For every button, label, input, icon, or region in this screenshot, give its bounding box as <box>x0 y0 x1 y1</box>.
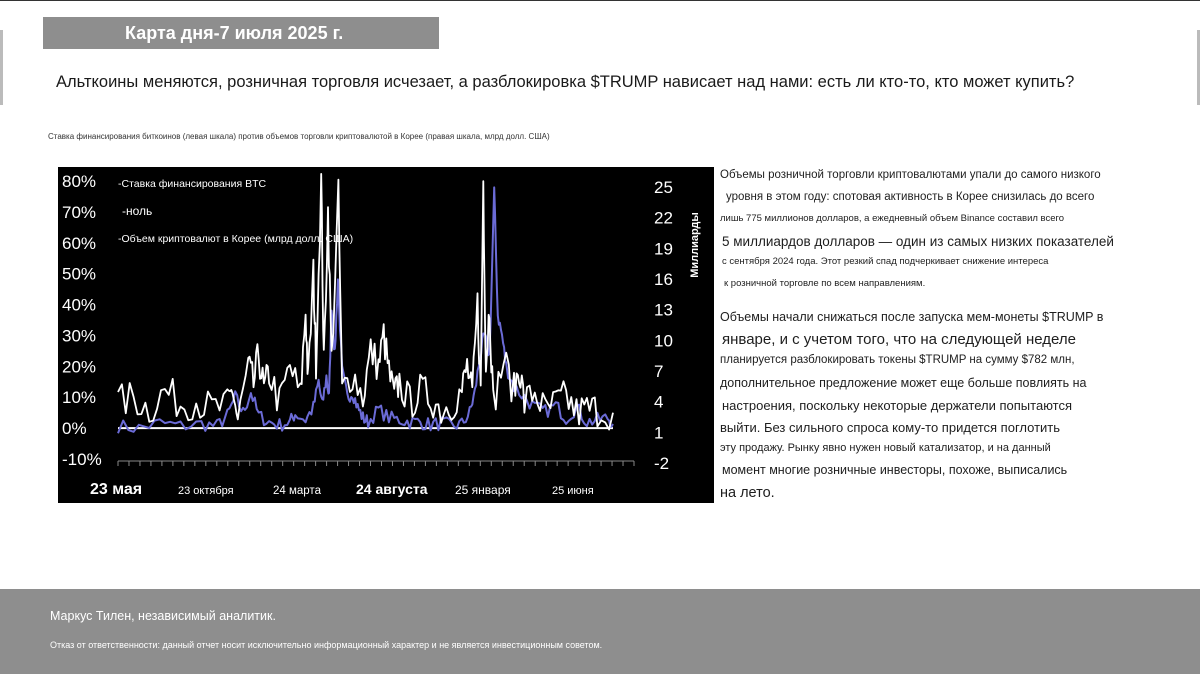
right-tick-label: 25 <box>654 178 673 197</box>
analysis-line: дополнительное предложение может еще больше повлиять на <box>720 376 1087 390</box>
left-tick-label: 10% <box>62 388 97 408</box>
right-tick-label: 10 <box>654 331 673 351</box>
right-tick-label: 1 <box>654 423 664 443</box>
left-tick-label: 20% <box>62 357 97 377</box>
left-tick-label: -10% <box>62 450 102 469</box>
left-tick-label: 40% <box>62 295 97 315</box>
analysis-line: январе, и с учетом того, что на следующей неделе <box>722 331 1076 348</box>
date-banner <box>43 17 439 49</box>
right-tick-label: 4 <box>654 392 664 412</box>
footer-disclaimer: Отказ от ответственности: данный отчет носит исключительно информационный характер и не является инвестиционным советом. <box>50 640 603 650</box>
left-tick-label: 80% <box>62 172 97 191</box>
right-tick-label: -2 <box>654 454 670 473</box>
analysis-line: эту продажу. Рынку явно нужен новый катализатор, и на данный <box>720 442 1051 454</box>
legend-entry: -ноль <box>122 204 153 218</box>
top-rule <box>0 0 1200 1</box>
chart-caption: Ставка финансирования биткоинов (левая шкала) против объемов торговли криптовалютой в Корее (правая шкала, млрд долл. США) <box>48 132 550 141</box>
right-tick-label: 22 <box>654 208 673 228</box>
analysis-line: Объемы начали снижаться после запуска мем-монеты $TRUMP в <box>720 310 1104 324</box>
analysis-line: Объемы розничной торговли криптовалютами упали до самого низкого <box>720 169 1101 181</box>
analysis-line: с сентября 2024 года. Этот резкий спад подчеркивает снижение интереса <box>722 256 1049 267</box>
left-tick-label: 50% <box>62 264 97 284</box>
analysis-line: момент многие розничные инвесторы, похоже, выписались <box>722 463 1068 477</box>
analysis-line: 5 миллиардов долларов — один из самых низких показателей <box>722 234 1114 249</box>
x-tick-label: 25 января <box>455 483 511 497</box>
analysis-line: настроения, поскольку некоторые держатели попытаются <box>722 398 1073 413</box>
left-tick-label: 30% <box>62 326 97 346</box>
date-title: Карта дня-7 июля 2025 г. <box>125 23 344 43</box>
x-tick-label: 24 августа <box>356 481 428 497</box>
chart-panel <box>58 167 714 503</box>
left-edge-bar <box>0 30 3 105</box>
x-tick-label: 23 октября <box>178 485 234 497</box>
left-tick-label: 70% <box>62 202 97 222</box>
legend-entry: -Объем криптовалют в Корее (млрд долл. США) <box>118 233 354 245</box>
footer <box>0 589 1200 674</box>
funding-vs-volume-chart <box>58 167 714 503</box>
right-tick-label: 13 <box>654 300 673 320</box>
x-tick-label: 23 мая <box>90 481 143 498</box>
right-axis-title: Миллиарды <box>689 212 701 278</box>
analysis-line: планируется разблокировать токены $TRUMP на сумму $782 млн, <box>720 354 1075 366</box>
left-tick-label: 0% <box>62 419 87 439</box>
right-tick-label: 16 <box>654 270 673 289</box>
analysis-line: к розничной торговле по всем направлениям. <box>724 278 926 289</box>
analysis-line: выйти. Без сильного спроса кому-то придется поглотить <box>720 420 1061 435</box>
x-tick-label: 25 июня <box>552 485 594 497</box>
headline: Альткоины меняются, розничная торговля исчезает, а разблокировка $TRUMP нависает над нами: есть ли кто-то, кто может купить? <box>56 73 1075 91</box>
analysis-line: уровня в этом году: спотовая активность в Корее снизилась до всего <box>726 191 1095 203</box>
right-tick-label: 7 <box>654 362 664 381</box>
series-line-btc-funding <box>118 174 613 430</box>
x-tick-label: 24 марта <box>273 485 321 497</box>
analysis-line: на лето. <box>720 485 775 501</box>
right-tick-label: 19 <box>654 239 673 259</box>
legend-entry: -Ставка финансирования BTC <box>118 178 267 190</box>
left-tick-label: 60% <box>62 233 97 253</box>
analysis-line: лишь 775 миллионов долларов, а ежедневный объем Binance составил всего <box>720 213 1065 224</box>
footer-author: Маркус Тилен, независимый аналитик. <box>50 609 276 623</box>
